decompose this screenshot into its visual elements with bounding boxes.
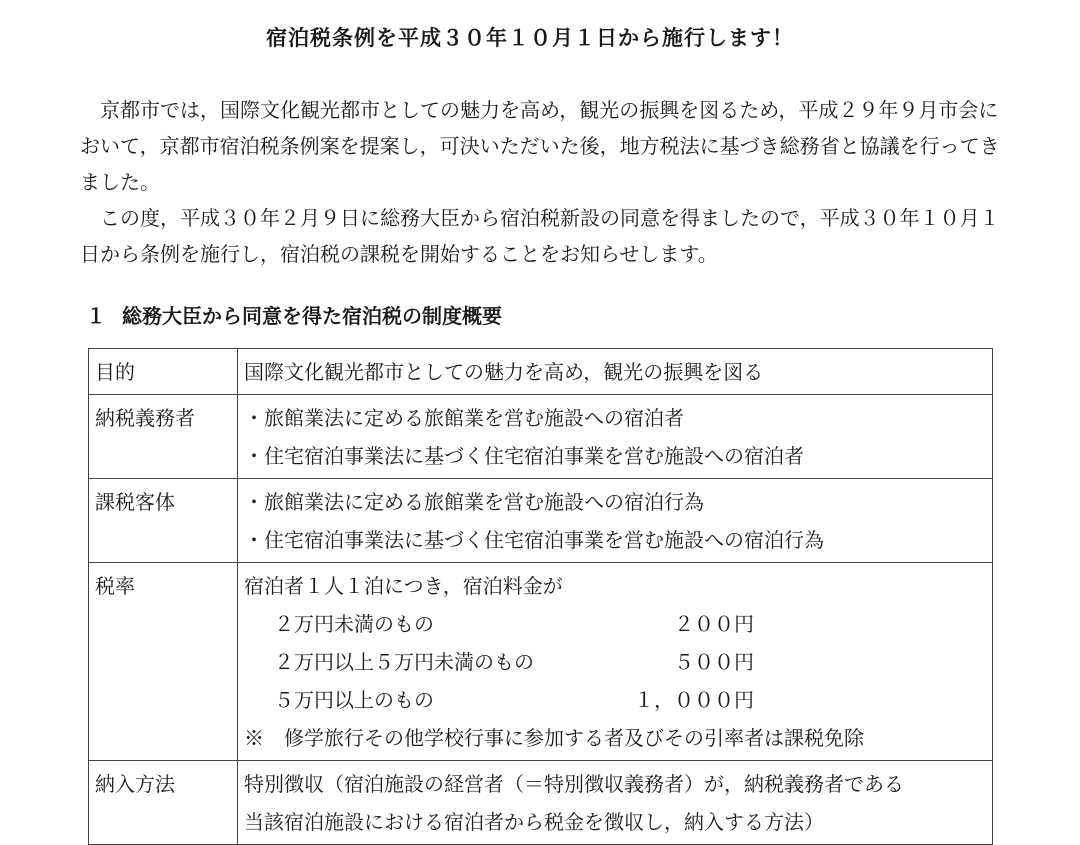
- taxable-item-2: ・住宅宿泊事業法に基づく住宅宿泊事業を営む施設への宿泊行為: [244, 528, 824, 552]
- table-row-tax-rate: [89, 563, 993, 761]
- table-row-payment-method: [89, 761, 993, 845]
- row-value-payment-method: [238, 761, 993, 845]
- row-label-tax-rate: 税率: [89, 563, 238, 761]
- tax-rate-range: ５万円以上のもの: [274, 688, 434, 712]
- row-value-tax-rate: [238, 563, 993, 761]
- section-heading-text: 総務大臣から同意を得た宿泊税の制度概要: [122, 304, 502, 328]
- row-label-taxpayer: 納税義務者: [89, 395, 238, 479]
- tax-rate-tier: [244, 605, 986, 643]
- row-label-taxable-object: 課税客体: [89, 479, 238, 563]
- tax-rate-tier: [244, 643, 986, 681]
- row-value-taxable-object: [238, 479, 993, 563]
- row-label-purpose: 目的: [89, 349, 238, 395]
- tax-rate-intro: 宿泊者１人１泊につき，宿泊料金が: [244, 574, 563, 598]
- intro-text: [80, 92, 1000, 272]
- intro-paragraph-1: 京都市では，国際文化観光都市としての魅力を高め，観光の振興を図るため，平成２９年９月市会において，京都市宿泊税条例案を提案し，可決いただいた後，地方税法に基づき総務省と協議を行ってきました。: [80, 98, 1000, 194]
- table-row-taxpayer: [89, 395, 993, 479]
- taxable-item-1: ・旅館業法に定める旅館業を営む施設への宿泊行為: [244, 490, 704, 514]
- payment-line-1: 特別徴収（宿泊施設の経営者（＝特別徴収義務者）が，納税義務者である: [244, 772, 904, 796]
- tax-overview-table: [88, 348, 993, 845]
- row-value-taxpayer: [238, 395, 993, 479]
- taxpayer-item-2: ・住宅宿泊事業法に基づく住宅宿泊事業を営む施設への宿泊者: [244, 444, 804, 468]
- purpose-text: 国際文化観光都市としての魅力を高め，観光の振興を図る: [244, 360, 764, 384]
- row-value-purpose: [238, 349, 993, 395]
- tax-rate-tier: [244, 681, 986, 719]
- tax-rate-range: ２万円未満のもの: [274, 612, 434, 636]
- row-label-payment-method: 納入方法: [89, 761, 238, 845]
- tax-exemption-note: ※ 修学旅行その他学校行事に参加する者及びその引率者は課税免除: [244, 726, 864, 750]
- table-row-taxable-object: [89, 479, 993, 563]
- section-number: １: [86, 304, 106, 328]
- tax-rate-amount: １，０００円: [634, 688, 754, 712]
- section-heading: [86, 300, 502, 329]
- tax-rate-amount: ５００円: [674, 650, 754, 674]
- table-row-purpose: [89, 349, 993, 395]
- tax-rate-range: ２万円以上５万円未満のもの: [274, 650, 534, 674]
- page-title: 宿泊税条例を平成３０年１０月１日から施行します！: [266, 26, 794, 50]
- taxpayer-item-1: ・旅館業法に定める旅館業を営む施設への宿泊者: [244, 406, 684, 430]
- payment-line-2: 当該宿泊施設における宿泊者から税金を徴収し，納入する方法）: [244, 810, 824, 834]
- intro-paragraph-2: この度，平成３０年２月９日に総務大臣から宿泊税新設の同意を得ましたので，平成３０年１０月１日から条例を施行し，宿泊税の課税を開始することをお知らせします。: [80, 206, 1000, 266]
- tax-rate-amount: ２００円: [674, 612, 754, 636]
